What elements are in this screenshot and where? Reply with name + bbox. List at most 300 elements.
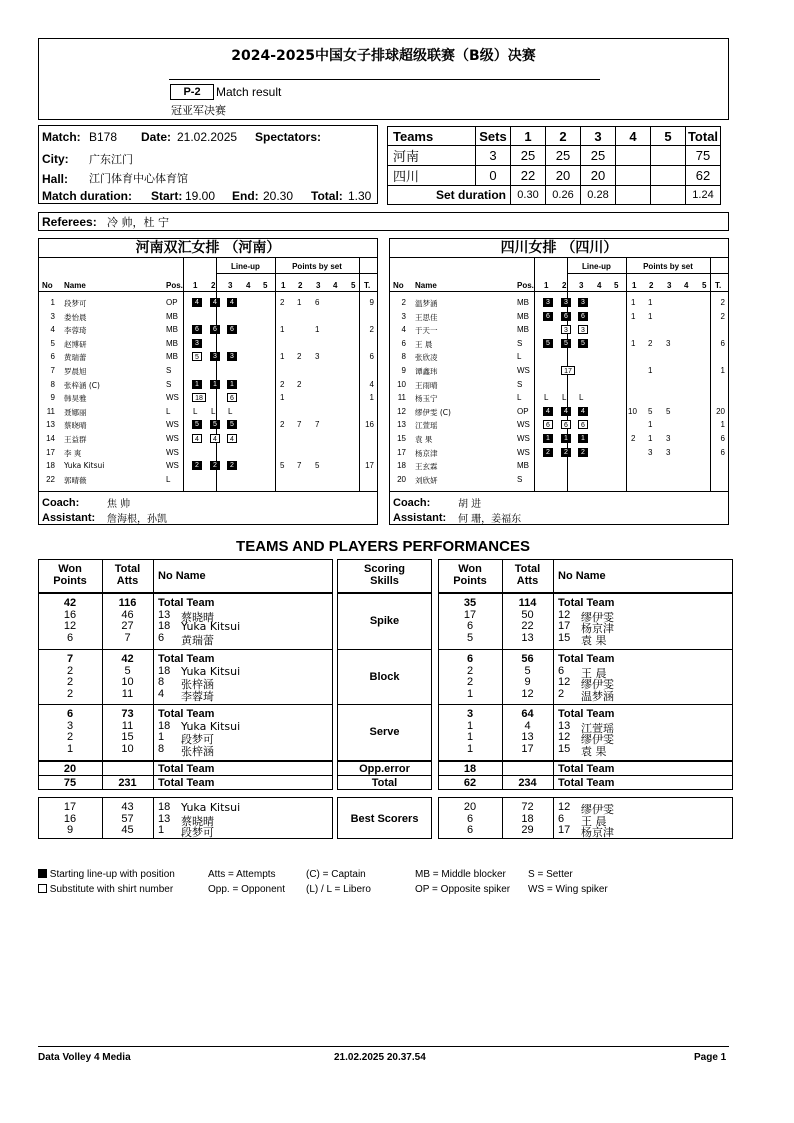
player-no: 8	[158, 742, 165, 755]
won-value: 1	[466, 687, 474, 700]
score-set	[616, 166, 651, 186]
won-value: 2	[66, 676, 74, 688]
lineup-start-box: 6	[227, 325, 237, 334]
player-name: 李 爽	[64, 448, 82, 458]
referees-box	[38, 212, 729, 231]
player-no: 18	[158, 801, 171, 813]
end-time: 20.30	[263, 189, 294, 203]
lineup-start-box: 4	[192, 298, 202, 307]
perf-row-divider	[438, 704, 733, 705]
score-sets: 0	[476, 166, 511, 186]
player-no: 4	[158, 687, 165, 700]
won-value: 1	[466, 742, 474, 755]
player-or-team: 江萱瑶	[581, 721, 614, 735]
player-position: WS	[517, 366, 530, 375]
atts-value: 5	[124, 664, 131, 677]
player-no: 13	[158, 812, 171, 825]
player-number: 9	[401, 366, 406, 375]
set-duration	[651, 186, 686, 205]
scoring-header: Scoring	[364, 563, 405, 575]
won-value: 3	[466, 708, 474, 720]
lineup-start-box: 1	[210, 380, 220, 389]
assistant-label: Assistant:	[393, 512, 447, 524]
player-row	[390, 364, 730, 377]
atts-value: 13	[521, 731, 534, 743]
player-row	[390, 473, 730, 486]
score-row-team-b	[388, 166, 721, 186]
score-header-row	[388, 127, 721, 146]
won-value: 1	[466, 731, 474, 743]
score-header-set5: 5	[651, 127, 686, 146]
player-name: 杨玉宁	[415, 394, 438, 404]
player-no: 6	[558, 812, 565, 825]
player-name: 王 晨	[415, 339, 433, 349]
atts-value: 11	[121, 719, 134, 732]
player-number: 15	[397, 434, 406, 443]
opp-error-name: Opp.error	[359, 763, 410, 775]
points-set-header: 3	[667, 281, 672, 290]
won-value: 6	[466, 812, 474, 825]
player-no: 6	[558, 664, 565, 677]
player-position: MB	[517, 461, 529, 471]
footer-brand: Data Volley 4 Media	[38, 1052, 131, 1063]
assistant-label: Assistant:	[42, 512, 96, 524]
won-header: Won	[58, 563, 82, 575]
player-or-team: 王 晨	[581, 666, 607, 680]
total-points: 20	[716, 406, 725, 416]
player-row	[390, 459, 730, 472]
points-set-header: 3	[316, 281, 321, 290]
player-position: S	[517, 379, 523, 389]
player-row	[390, 446, 730, 459]
skill-name: Serve	[369, 726, 400, 738]
best-scorers-name: Best Scorers	[350, 813, 419, 825]
referees-label: Referees:	[42, 215, 97, 229]
player-row	[390, 378, 730, 391]
player-or-team: 王 晨	[581, 814, 607, 828]
player-no: 15	[558, 631, 571, 644]
set-points: 3	[648, 447, 653, 457]
player-position: S	[517, 338, 523, 348]
atts-value: 114	[518, 597, 537, 609]
player-row	[390, 405, 730, 418]
atts-value: 46	[121, 608, 134, 621]
lineup-sub-box: 5	[192, 352, 202, 361]
atts-value: 231	[118, 777, 137, 789]
player-position: WS	[166, 434, 179, 443]
lineup-start-box: 1	[561, 434, 571, 443]
set-duration-label: Set duration	[388, 186, 511, 205]
lineup-start-box: 3	[192, 339, 202, 348]
atts-value: 43	[121, 801, 134, 813]
score-set: 25	[511, 146, 546, 166]
lineup-start-box: 2	[227, 461, 237, 470]
player-or-team: Total Team	[158, 708, 215, 720]
document-title: 2024-2025中国女子排球超级联赛（B级）决赛	[231, 48, 536, 64]
perf-row-divider	[337, 775, 432, 776]
won-value: 18	[463, 763, 477, 775]
player-position: S	[517, 474, 523, 484]
lineup-sub-box: 4	[210, 434, 220, 443]
score-header-set3: 3	[581, 127, 616, 146]
player-name: 王玄霖	[415, 462, 438, 472]
won-value: 7	[66, 653, 74, 665]
score-row-team-a	[388, 146, 721, 166]
set-points: 1	[280, 352, 285, 362]
atts-value: 50	[521, 608, 534, 621]
won-value: 20	[463, 801, 477, 813]
player-position: MB	[166, 325, 178, 335]
set-duration: 0.30	[511, 186, 546, 205]
player-no: 2	[558, 687, 565, 700]
lineup-set-header: 5	[263, 281, 268, 290]
perf-col-divider	[553, 559, 554, 790]
points-header: Points by set	[292, 262, 342, 271]
points-set-header: 1	[632, 281, 637, 290]
won-value: 42	[63, 597, 77, 609]
player-or-team: Total Team	[558, 777, 615, 789]
player-position: L	[517, 352, 522, 362]
col-name-header: Name	[415, 281, 437, 290]
player-or-team: 蔡晓晴	[181, 610, 214, 624]
atts-value: 15	[121, 731, 134, 743]
lineup-header-divider	[216, 273, 378, 274]
match-date: 21.02.2025	[177, 130, 238, 144]
player-row	[39, 418, 379, 431]
legend-mb: MB = Middle blocker	[415, 869, 506, 880]
skill-name: Block	[369, 671, 400, 683]
score-total: 62	[686, 166, 721, 186]
won-value: 2	[466, 676, 474, 688]
player-number: 2	[401, 298, 406, 307]
won-value: 1	[66, 742, 74, 755]
points-set-header: 4	[333, 281, 338, 290]
legend-libero: (L) / L = Libero	[306, 884, 371, 895]
player-or-team: 温梦涵	[581, 689, 614, 703]
player-position: MB	[517, 311, 529, 321]
atts-value: 45	[121, 824, 134, 836]
player-no: 6	[158, 631, 165, 644]
player-number: 20	[397, 474, 406, 484]
lineup-start-box: 2	[561, 448, 571, 457]
player-or-team: 张梓涵	[181, 678, 214, 691]
player-name: 刘欣妍	[415, 475, 438, 485]
perf-row-divider	[38, 649, 333, 650]
total-duration: 1.30	[348, 189, 372, 203]
atts-value: 73	[121, 708, 134, 720]
perf-row-divider	[38, 775, 333, 776]
player-name: 张欣凌	[415, 353, 438, 363]
player-name: 杨京津	[415, 448, 438, 458]
lineup-start-box: 5	[210, 420, 220, 429]
lineup-start-box: 6	[210, 325, 220, 334]
player-row	[390, 418, 730, 431]
player-or-team: 杨京津	[581, 826, 614, 839]
won-value: 62	[463, 777, 477, 789]
set-points: 5	[648, 406, 653, 416]
player-name: 聂娜丽	[64, 407, 87, 417]
lineup-sub-box: 3	[561, 325, 571, 334]
set-points: 6	[315, 298, 320, 307]
score-set	[651, 166, 686, 186]
player-number: 4	[50, 325, 55, 335]
end-label: End:	[232, 189, 259, 203]
won-value: 16	[63, 608, 77, 621]
player-no: 12	[558, 676, 571, 688]
set-points: 1	[631, 298, 636, 307]
player-name: 温梦涵	[415, 299, 438, 308]
total-points: 6	[720, 338, 725, 348]
atts-value: 116	[118, 597, 137, 609]
won-value: 6	[66, 631, 74, 644]
won-header: Won	[458, 563, 482, 575]
lineup-start-box: 2	[210, 461, 220, 470]
player-or-team: Yuka Kitsui	[181, 664, 241, 678]
points-set-header: 5	[702, 281, 707, 290]
lineup-start-box: 3	[561, 298, 571, 307]
player-name: 赵博研	[64, 339, 87, 349]
match-label: Match:	[42, 130, 81, 144]
lineup-sub-box: 6	[578, 420, 588, 429]
city-value: 广东江门	[89, 153, 133, 166]
coach-label: Coach:	[42, 497, 80, 509]
player-number: 17	[397, 447, 406, 457]
lineup-start-box: 5	[578, 339, 588, 348]
set-points: 1	[648, 311, 653, 321]
player-name: 缪伊雯 (C)	[415, 407, 451, 417]
player-number: 22	[46, 474, 55, 484]
lineup-start-box: 3	[543, 298, 553, 307]
player-name: 张梓涵 (C)	[64, 380, 100, 390]
lineup-set-header: 4	[597, 281, 602, 290]
lineup-start-box: 5	[543, 339, 553, 348]
won-value: 5	[466, 631, 474, 644]
report-type: Match result	[216, 85, 282, 99]
set-points: 1	[280, 393, 285, 403]
player-row	[39, 405, 379, 418]
player-or-team: 蔡晓晴	[181, 814, 214, 828]
player-row	[39, 378, 379, 391]
perf-row-divider	[38, 704, 333, 705]
set-points: 7	[297, 420, 302, 430]
player-position: MB	[517, 298, 529, 307]
player-number: 11	[46, 406, 55, 416]
perf-col-divider	[153, 797, 154, 839]
legend-s: S = Setter	[528, 869, 573, 880]
player-position: MB	[166, 311, 178, 321]
player-name: 王益群	[64, 435, 87, 444]
player-name: 于天一	[415, 326, 438, 336]
player-name: 江萱瑶	[415, 421, 438, 431]
lineup-start-box: 1	[192, 380, 202, 389]
lineup-start-box: 6	[561, 312, 571, 321]
atts-value: 12	[521, 687, 534, 700]
legend-substitute-text: Substitute with shirt number	[49, 884, 174, 895]
referees-names: 冷 帅，杜 宁	[107, 216, 169, 229]
set-points: 5	[666, 406, 671, 416]
player-or-team: Total Team	[558, 653, 615, 665]
set-points: 7	[297, 461, 302, 471]
col-no-header: No	[393, 281, 404, 290]
score-header-sets: Sets	[476, 127, 511, 146]
player-no: 17	[558, 824, 571, 836]
won-value: 9	[66, 824, 74, 836]
player-no: 1	[158, 824, 165, 836]
coach-label: Coach:	[393, 497, 431, 509]
player-or-team: 段梦可	[181, 826, 214, 839]
player-or-team: Yuka Kitsui	[181, 719, 241, 733]
lineup-start-box: 3	[227, 352, 237, 361]
player-or-team: 缪伊雯	[581, 803, 614, 816]
total-points: 2	[369, 325, 374, 335]
set-points: 5	[280, 461, 285, 471]
header-box	[38, 38, 729, 120]
atts-value: 7	[124, 631, 131, 644]
set-duration-row	[388, 186, 721, 205]
player-number: 7	[50, 366, 55, 375]
player-number: 11	[397, 393, 406, 403]
coach-name: 焦 帅	[107, 499, 131, 510]
atts-value: 11	[121, 687, 134, 700]
start-time: 19.00	[185, 189, 216, 203]
set-points: 3	[666, 338, 671, 348]
lineup-libero: L	[193, 406, 198, 416]
hall-label: Hall:	[42, 172, 69, 186]
score-header-teams: Teams	[388, 127, 476, 146]
footer-divider	[38, 1046, 729, 1047]
set-points: 2	[631, 434, 636, 443]
player-number: 17	[46, 447, 55, 457]
player-or-team: 缪伊雯	[581, 678, 614, 691]
lineup-start-box: 3	[210, 352, 220, 361]
lineup-libero: L	[228, 406, 233, 416]
start-label: Start:	[151, 189, 183, 203]
player-no: 12	[558, 731, 571, 743]
player-no: 12	[558, 801, 571, 813]
match-number: B178	[89, 130, 118, 144]
player-number: 14	[46, 434, 55, 443]
player-no: 8	[158, 676, 165, 688]
player-or-team: 段梦可	[181, 733, 214, 746]
set-duration: 0.26	[546, 186, 581, 205]
legend-substitute	[38, 884, 173, 895]
player-position: MB	[166, 352, 178, 362]
lineup-header: Line-up	[231, 262, 260, 271]
player-no: 15	[558, 742, 571, 755]
points-header: Points by set	[643, 262, 693, 271]
lineup-start-box: 2	[578, 448, 588, 457]
atts-header: Atts	[116, 575, 139, 587]
total-points: 4	[369, 379, 374, 389]
player-or-team: 袁 果	[581, 633, 607, 647]
score-set	[651, 146, 686, 166]
set-points: 1	[280, 325, 285, 335]
score-header-set1: 1	[511, 127, 546, 146]
score-set: 20	[546, 166, 581, 186]
player-position: WS	[517, 447, 530, 457]
team-name: 四川女排 （四川）	[390, 239, 728, 258]
lineup-start-box: 2	[543, 448, 553, 457]
skills-header: Skills	[370, 575, 399, 587]
lineup-sub-box: 4	[227, 434, 237, 443]
player-number: 6	[50, 352, 55, 362]
lineup-sub-box: 6	[227, 393, 237, 402]
won-value: 20	[63, 763, 77, 775]
score-header-total: Total	[686, 127, 721, 146]
footer-timestamp: 21.02.2025 20.37.54	[334, 1052, 426, 1063]
assistant-names: 詹海根，孙凯	[107, 514, 167, 525]
player-position: MB	[166, 338, 178, 348]
lineup-sub-box: 6	[543, 420, 553, 429]
player-no: 18	[158, 664, 171, 677]
player-number: 4	[401, 325, 406, 335]
score-header-set2: 2	[546, 127, 581, 146]
lineup-start-box: 4	[210, 298, 220, 307]
player-row	[39, 310, 379, 323]
set-points: 5	[315, 461, 320, 471]
lineup-set-header: 1	[544, 281, 549, 290]
total-header: Total	[114, 563, 141, 575]
player-name: 袁 果	[415, 435, 433, 444]
won-value: 16	[63, 812, 77, 825]
player-row	[39, 391, 379, 404]
total-points: 1	[720, 366, 725, 375]
lineup-start-box: 4	[543, 407, 553, 416]
atts-value: 13	[521, 631, 534, 644]
won-value: 1	[466, 719, 474, 732]
atts-value: 64	[521, 708, 534, 720]
performances-title: TEAMS AND PLAYERS PERFORMANCES	[236, 538, 530, 555]
col-t-header: T.	[715, 281, 722, 290]
score-set: 22	[511, 166, 546, 186]
set-points: 3	[666, 447, 671, 457]
lineup-sub-box: 4	[192, 434, 202, 443]
won-value: 3	[66, 719, 74, 732]
atts-value: 5	[524, 664, 531, 677]
player-row	[390, 432, 730, 445]
lineup-sub-box: 3	[578, 325, 588, 334]
player-position: WS	[166, 420, 179, 430]
lineup-start-box: 6	[192, 325, 202, 334]
footer-page: Page 1	[694, 1052, 727, 1063]
atts-value: 18	[521, 812, 534, 825]
player-or-team: Total Team	[158, 763, 215, 775]
set-points: 2	[280, 379, 285, 389]
atts-value: 29	[521, 824, 534, 836]
lineup-sub-box: 17	[561, 366, 575, 375]
won-value: 2	[66, 687, 74, 700]
points-set-header: 2	[298, 281, 303, 290]
legend-op: OP = Opposite spiker	[415, 884, 511, 895]
won-value: 2	[66, 664, 74, 677]
set-points: 2	[648, 338, 653, 348]
header-divider	[169, 79, 600, 80]
total-points: 17	[365, 461, 374, 471]
lineup-start-box: 6	[578, 312, 588, 321]
player-or-team: 黄瑞蕾	[181, 633, 214, 647]
set-points: 1	[648, 434, 653, 443]
points-set-header: 4	[684, 281, 689, 290]
player-no: 18	[158, 719, 171, 732]
atts-value: 10	[121, 676, 134, 688]
set-points: 2	[297, 379, 302, 389]
player-or-team: 李蓉琦	[181, 689, 214, 703]
atts-value: 72	[521, 801, 534, 813]
won-value: 17	[63, 801, 77, 813]
player-or-team: Total Team	[558, 708, 615, 720]
total-header: Total	[514, 563, 541, 575]
player-or-team: Yuka Kitsui	[181, 801, 241, 814]
